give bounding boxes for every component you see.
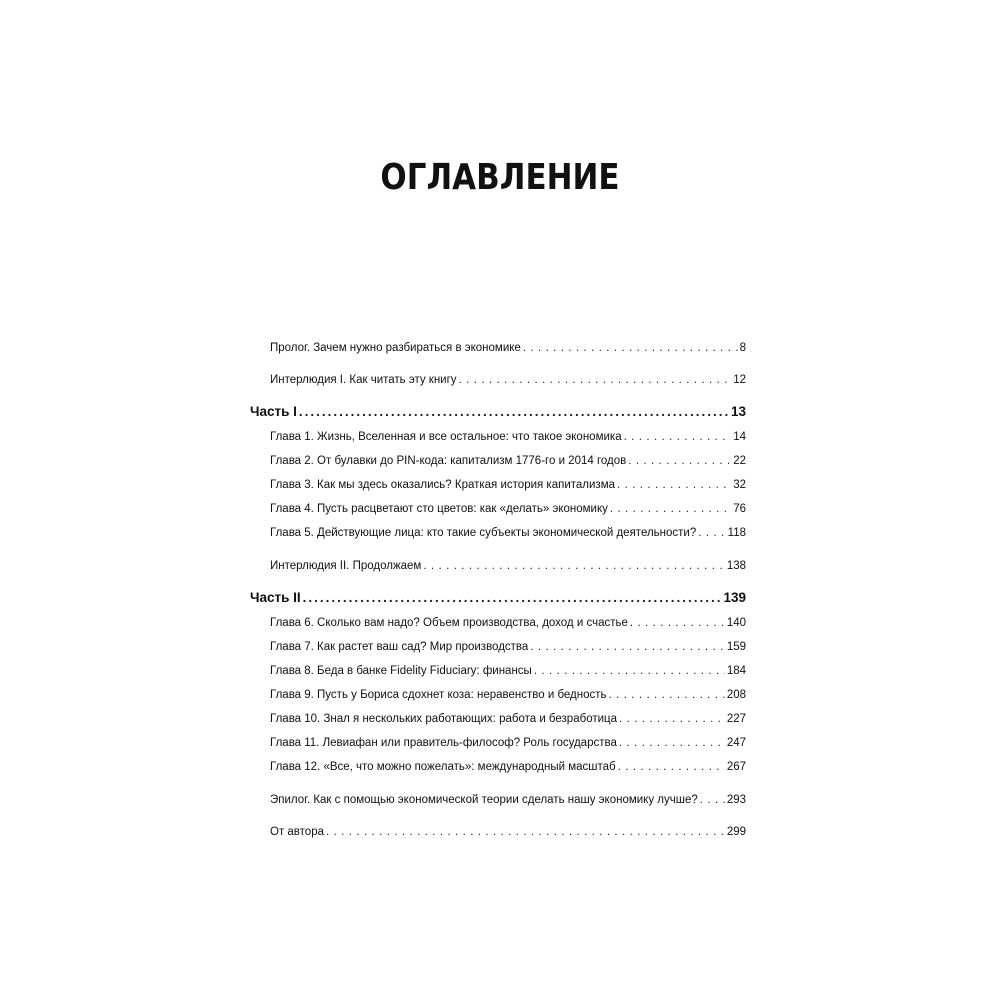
- toc-entry-label: Интерлюдия I. Как читать эту книгу: [270, 374, 457, 386]
- toc-entry-page: 140: [726, 617, 746, 629]
- toc-part-page: 13: [730, 404, 746, 419]
- toc-entry-label: Эпилог. Как с помощью экономической теории сделать нашу экономику лучше?: [270, 794, 698, 806]
- toc-entry-chapter-8[interactable]: [270, 663, 746, 679]
- toc-entry-page: 32: [733, 479, 746, 491]
- toc-entry-page: 247: [726, 737, 746, 749]
- toc-entry-label: Глава 2. От булавки до PIN-кода: капитализм 1776-го и 2014 годов: [270, 455, 627, 467]
- dot-leader: [698, 525, 725, 541]
- toc-entry-chapter-3[interactable]: [270, 477, 746, 493]
- toc-entry-page: 76: [733, 503, 746, 515]
- toc-entry-label: Глава 3. Как мы здесь оказались? Краткая история капитализма: [270, 479, 616, 491]
- toc-entry-chapter-9[interactable]: [270, 687, 746, 703]
- toc-entry-page: 14: [733, 431, 746, 443]
- toc-entry-interlude-1[interactable]: [270, 372, 746, 388]
- toc-entry-chapter-10[interactable]: [270, 711, 746, 727]
- dot-leader: [618, 759, 725, 775]
- toc-entry-label: Глава 7. Как растет ваш сад? Мир производства: [270, 641, 529, 653]
- dot-leader: [534, 663, 725, 679]
- toc-entry-page: 208: [726, 689, 746, 701]
- dot-leader: [423, 558, 724, 574]
- toc-entry-label: Глава 11. Левиафан или правитель-философ? Роль государства: [270, 737, 617, 749]
- toc-part-label: Часть I: [250, 404, 297, 419]
- dot-leader: [617, 477, 731, 493]
- toc-part-2[interactable]: [250, 589, 746, 607]
- toc-entry-page: 12: [733, 374, 746, 386]
- toc-entry-label: От автора: [270, 826, 324, 838]
- toc-entry-page: 299: [726, 826, 746, 838]
- dot-leader: [610, 501, 731, 517]
- toc-entry-prologue[interactable]: [270, 340, 746, 356]
- toc-entry-label: Глава 10. Знал я нескольких работающих: работа и безработица: [270, 713, 618, 725]
- dot-leader: [628, 453, 731, 469]
- toc-entry-label: Глава 4. Пусть расцветают сто цветов: как «делать» экономику: [270, 503, 608, 515]
- toc-entry-chapter-5[interactable]: [270, 525, 746, 541]
- toc-entry-page: 22: [733, 455, 746, 467]
- toc-entry-page: 118: [727, 527, 746, 539]
- dot-leader: [299, 403, 729, 421]
- toc-entry-label: Пролог. Зачем нужно разбираться в экономике: [270, 342, 521, 354]
- toc-entry-interlude-2[interactable]: [270, 558, 746, 574]
- toc-entry-chapter-7[interactable]: [270, 639, 746, 655]
- toc-entry-author-note[interactable]: [270, 824, 746, 840]
- toc-entry-chapter-1[interactable]: [270, 429, 746, 445]
- toc-entry-chapter-6[interactable]: [270, 615, 746, 631]
- dot-leader: [523, 340, 738, 356]
- toc-entry-label: Глава 12. «Все, что можно пожелать»: международный масштаб: [270, 761, 616, 773]
- toc-entry-label: Глава 5. Действующие лица: кто такие субъекты экономической деятельности?: [270, 527, 697, 539]
- toc-part-1[interactable]: [250, 403, 746, 421]
- toc-entry-page: 184: [726, 665, 746, 677]
- toc-entry-label: Интерлюдия II. Продолжаем: [270, 560, 422, 572]
- toc-part-page: 139: [723, 590, 746, 605]
- dot-leader: [459, 372, 732, 388]
- toc-entry-chapter-2[interactable]: [270, 453, 746, 469]
- toc-entry-chapter-12[interactable]: [270, 759, 746, 775]
- toc-entry-page: 267: [726, 761, 746, 773]
- dot-leader: [303, 589, 722, 607]
- toc-part-label: Часть II: [250, 590, 301, 605]
- toc-entry-page: 227: [726, 713, 746, 725]
- toc-entry-label: Глава 1. Жизнь, Вселенная и все остальное: что такое экономика: [270, 431, 622, 443]
- dot-leader: [619, 735, 725, 751]
- dot-leader: [619, 711, 725, 727]
- dot-leader: [624, 429, 732, 445]
- toc-entry-page: 8: [739, 342, 746, 354]
- dot-leader: [326, 824, 725, 840]
- dot-leader: [630, 615, 725, 631]
- toc-entry-label: Глава 9. Пусть у Бориса сдохнет коза: неравенство и бедность: [270, 689, 607, 701]
- toc-entry-page: 159: [726, 641, 746, 653]
- toc-entry-page: 138: [726, 560, 746, 572]
- page-title: ОГЛАВЛЕНИЕ: [380, 157, 620, 198]
- toc-entry-page: 293: [726, 794, 746, 806]
- toc-entry-label: Глава 6. Сколько вам надо? Объем производства, доход и счастье: [270, 617, 628, 629]
- toc-entry-chapter-4[interactable]: [270, 501, 746, 517]
- toc-entry-chapter-11[interactable]: [270, 735, 746, 751]
- dot-leader: [700, 792, 725, 808]
- toc-entry-epilogue[interactable]: [270, 792, 746, 808]
- dot-leader: [530, 639, 725, 655]
- toc-entry-label: Глава 8. Беда в банке Fidelity Fiduciary: финансы: [270, 665, 532, 677]
- dot-leader: [609, 687, 725, 703]
